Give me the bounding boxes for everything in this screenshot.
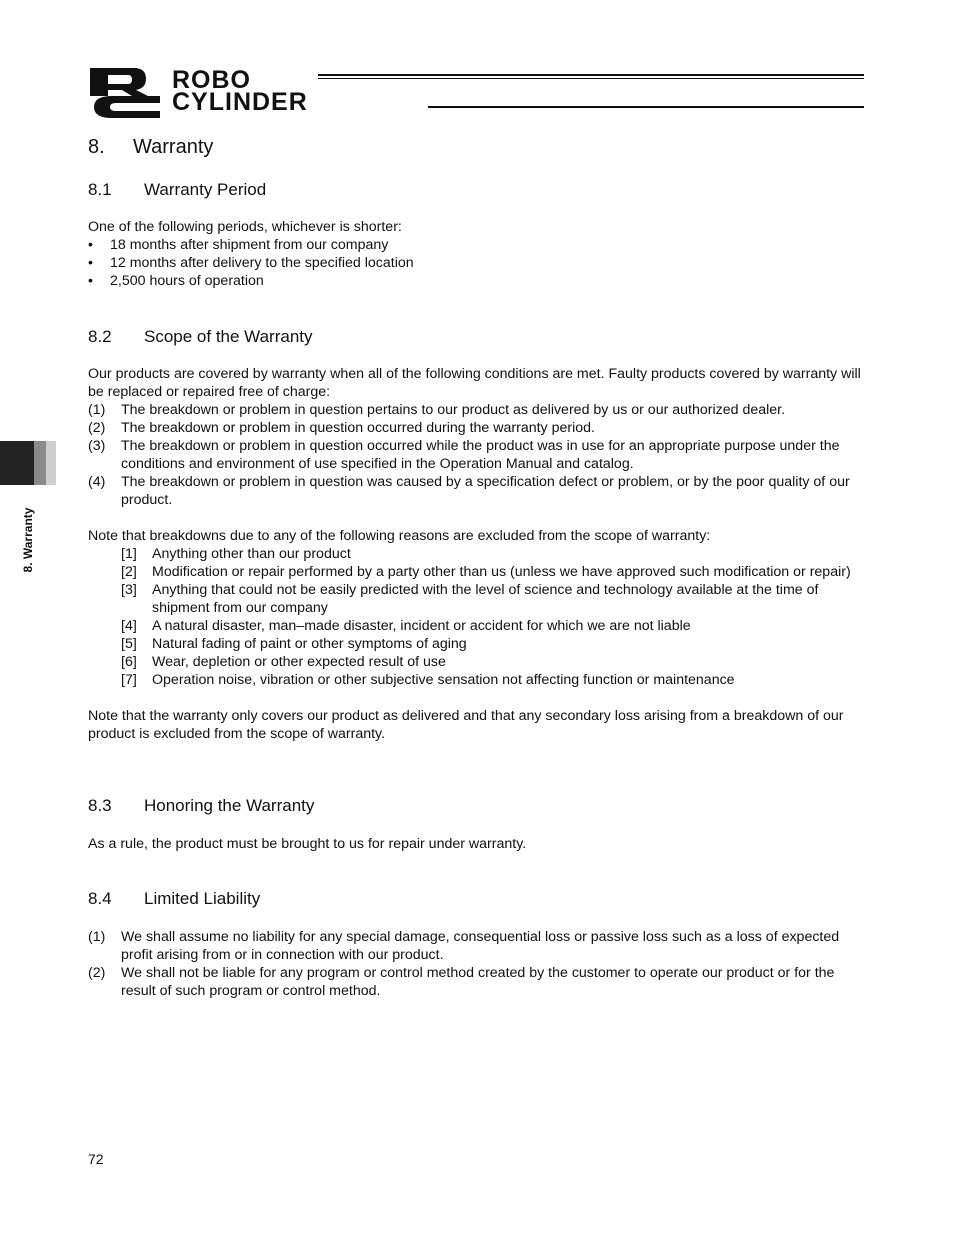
list-marker: [1] [121, 546, 137, 562]
list-marker: [2] [121, 564, 137, 580]
list-marker: (1) [88, 402, 106, 418]
section-8-1-body [88, 218, 868, 290]
section-8-2-heading [88, 327, 313, 347]
list-marker: [5] [121, 636, 137, 652]
side-tab-dark [0, 441, 34, 485]
list-item [88, 563, 868, 581]
list-marker: (3) [88, 438, 106, 454]
chapter-heading [88, 136, 213, 159]
bullet: • [88, 255, 93, 271]
section-8-1-heading [88, 180, 266, 200]
list-item-text: A natural disaster, man–made disaster, incident or accident for which we are not liable [152, 618, 691, 634]
list-item [88, 964, 868, 1000]
list-item [88, 928, 868, 964]
list-item-text: Operation noise, vibration or other subjective sensation not affecting function or maintenance [152, 672, 735, 688]
side-tab-light [46, 441, 56, 485]
paragraph: Note that the warranty only covers our product as delivered and that any secondary loss arising from a breakdown of our product is excluded from the scope of warranty. [88, 708, 844, 742]
list-marker: [7] [121, 672, 137, 688]
paragraph: One of the following periods, whichever is shorter: [88, 219, 402, 235]
list-item-text: Natural fading of paint or other symptoms of aging [152, 636, 467, 652]
chapter-number: 8. [88, 136, 105, 158]
list-item [88, 473, 868, 509]
side-tab-label: 8. Warranty [21, 507, 35, 573]
paragraph: Note that breakdowns due to any of the following reasons are excluded from the scope of warranty: [88, 528, 711, 544]
section-title: Scope of the Warranty [144, 327, 313, 346]
list-marker: (2) [88, 965, 106, 981]
section-8-3-body: As a rule, the product must be brought to us for repair under warranty. [88, 836, 527, 852]
list-item-text: We shall not be liable for any program or control method created by the customer to operate our product or for the result of such program or control method. [121, 965, 835, 999]
section-number: 8.3 [88, 796, 112, 815]
list-item-text: The breakdown or problem in question was caused by a specification defect or problem, or by the poor quality of our product. [121, 474, 850, 508]
logo-cylinder-text: CYLINDER [172, 88, 308, 116]
section-8-3-heading [88, 796, 314, 816]
bullet: • [88, 237, 93, 253]
logo-robo-text: ROBO [172, 66, 251, 94]
section-number: 8.4 [88, 889, 112, 908]
list-item-text: The breakdown or problem in question occurred while the product was in use for an appropriate purpose under the conditions and environment of use specified in the Operation Manual and catalog. [121, 438, 840, 472]
chapter-title: Warranty [133, 136, 214, 158]
list-marker: (2) [88, 420, 106, 436]
list-item-text: Anything that could not be easily predicted with the level of science and technology available at the time of shipment from our company [152, 582, 819, 616]
list-item [88, 419, 868, 437]
section-number: 8.2 [88, 327, 112, 346]
list-item-text: 18 months after shipment from our company [110, 237, 389, 253]
section-title: Limited Liability [144, 889, 261, 908]
side-tab-gray [34, 441, 46, 485]
robo-cylinder-logo-mark [88, 66, 162, 118]
list-item [88, 437, 868, 473]
list-item-text: The breakdown or problem in question pertains to our product as delivered by us or our authorized dealer. [121, 402, 786, 418]
list-item-text: We shall assume no liability for any special damage, consequential loss or passive loss such as a loss of expected profit arising from or in connection with our product. [121, 929, 840, 963]
section-8-4-heading [88, 889, 260, 909]
list-item-text: Anything other than our product [152, 546, 351, 562]
section-number: 8.1 [88, 180, 112, 199]
list-item-text: 2,500 hours of operation [110, 273, 264, 289]
list-item [88, 401, 868, 419]
list-item [88, 254, 868, 272]
list-marker: [6] [121, 654, 137, 670]
list-item [88, 581, 868, 617]
header-rule-top [318, 74, 864, 76]
list-item-text: 12 months after delivery to the specified location [110, 255, 414, 271]
list-marker: (1) [88, 929, 106, 945]
list-marker: [4] [121, 618, 137, 634]
list-item [88, 545, 868, 563]
list-item [88, 617, 868, 635]
bullet: • [88, 273, 93, 289]
list-item [88, 653, 868, 671]
section-title: Warranty Period [144, 180, 267, 199]
section-8-4-body [88, 928, 868, 1000]
list-marker: [3] [121, 582, 137, 598]
list-item [88, 236, 868, 254]
section-title: Honoring the Warranty [144, 796, 315, 815]
list-item-text: Modification or repair performed by a party other than us (unless we have approved such modification or repair) [152, 564, 851, 580]
header-rule-top-thin [318, 78, 864, 79]
page-number: 72 [88, 1151, 104, 1167]
list-item-text: The breakdown or problem in question occurred during the warranty period. [121, 420, 595, 436]
list-item [88, 272, 868, 290]
list-marker: (4) [88, 474, 106, 490]
paragraph: Our products are covered by warranty when all of the following conditions are met. Faulty products covered by warranty will be replaced or repaired free of charge: [88, 366, 861, 400]
header-rule-bottom [428, 106, 864, 108]
list-item [88, 635, 868, 653]
section-8-2-body [88, 365, 868, 743]
list-item [88, 671, 868, 689]
list-item-text: Wear, depletion or other expected result of use [152, 654, 446, 670]
